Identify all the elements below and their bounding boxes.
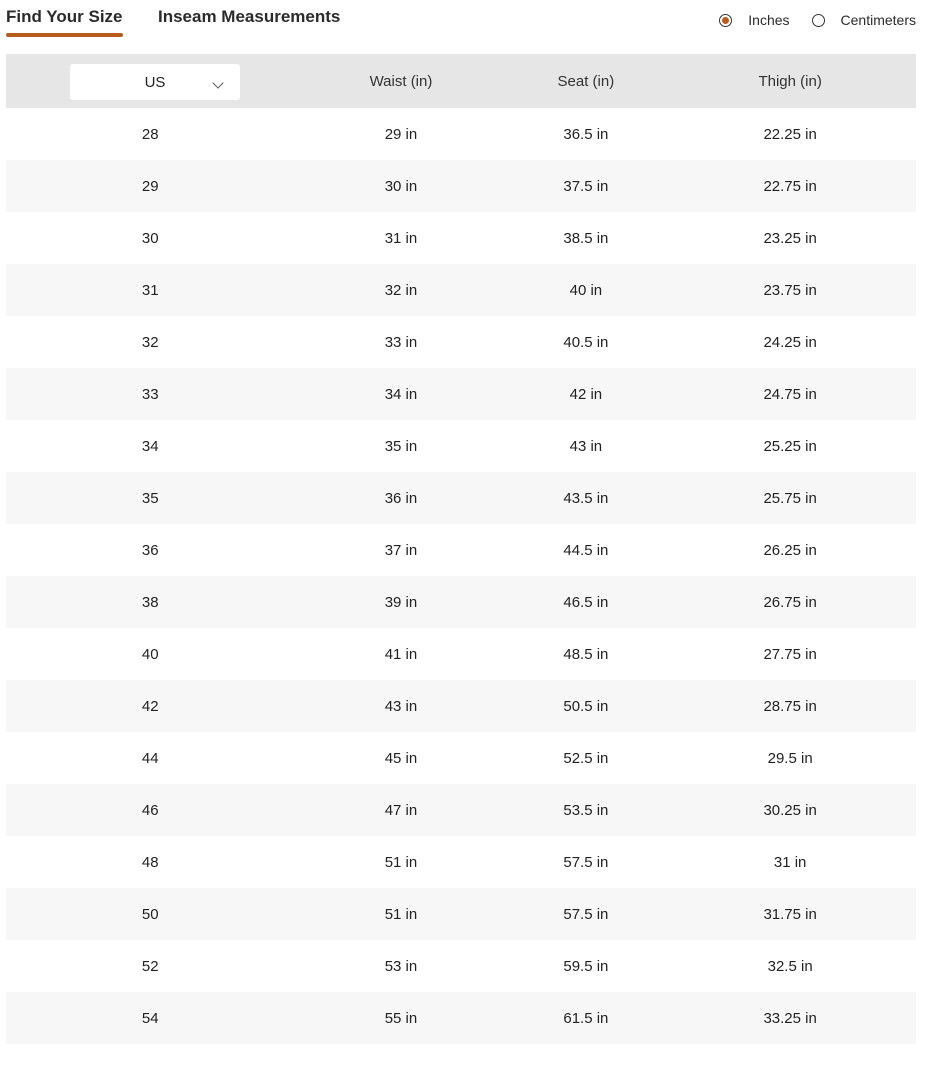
- chevron-down-icon: [212, 77, 223, 88]
- waist-cell: 55 in: [384, 1009, 418, 1027]
- column-header-waist: Waist (in): [369, 72, 433, 90]
- size-system-header: [6, 54, 294, 108]
- seat-cell: 61.5 in: [563, 1009, 609, 1027]
- column-header-seat: Seat (in): [557, 72, 615, 90]
- waist-cell: 47 in: [384, 801, 418, 819]
- seat-cell: 57.5 in: [563, 905, 609, 923]
- table-row: [6, 992, 916, 1044]
- seat-cell: 40 in: [569, 281, 603, 299]
- table-row: [6, 368, 916, 420]
- size-cell: 46: [141, 801, 159, 819]
- seat-cell: 43.5 in: [563, 489, 609, 507]
- unit-option-inches[interactable]: [719, 12, 789, 28]
- thigh-cell: 29.5 in: [767, 749, 813, 767]
- size-cell: 36: [141, 541, 159, 559]
- waist-cell: 29 in: [384, 125, 418, 143]
- unit-toggle: [719, 12, 916, 28]
- size-cell: 44: [141, 749, 159, 767]
- waist-cell: 33 in: [384, 333, 418, 351]
- size-cell: 42: [141, 697, 159, 715]
- size-cell: 28: [141, 125, 159, 143]
- size-system-select[interactable]: [70, 64, 240, 100]
- table-row: [6, 576, 916, 628]
- seat-cell: 57.5 in: [563, 853, 609, 871]
- waist-cell: 43 in: [384, 697, 418, 715]
- table-row: [6, 108, 916, 160]
- thigh-cell: 32.5 in: [767, 957, 813, 975]
- size-cell: 34: [141, 437, 159, 455]
- thigh-cell: 28.75 in: [763, 697, 817, 715]
- column-header-thigh: Thigh (in): [758, 72, 822, 90]
- waist-cell: 32 in: [384, 281, 418, 299]
- size-cell: 48: [141, 853, 159, 871]
- waist-cell: 51 in: [384, 905, 418, 923]
- thigh-cell: 27.75 in: [763, 645, 817, 663]
- waist-cell: 36 in: [384, 489, 418, 507]
- table-body: [6, 108, 916, 1044]
- size-cell: 35: [141, 489, 159, 507]
- waist-cell: 53 in: [384, 957, 418, 975]
- seat-cell: 40.5 in: [563, 333, 609, 351]
- size-cell: 30: [141, 229, 159, 247]
- size-guide-header: [0, 0, 927, 54]
- table-row: [6, 160, 916, 212]
- table-row: [6, 680, 916, 732]
- waist-cell: 30 in: [384, 177, 418, 195]
- seat-cell: 37.5 in: [563, 177, 609, 195]
- thigh-cell: 26.25 in: [763, 541, 817, 559]
- seat-cell: 53.5 in: [563, 801, 609, 819]
- size-cell: 40: [141, 645, 159, 663]
- waist-cell: 31 in: [384, 229, 418, 247]
- size-cell: 54: [141, 1009, 159, 1027]
- thigh-cell: 24.25 in: [763, 333, 817, 351]
- table-row: [6, 836, 916, 888]
- thigh-cell: 30.25 in: [763, 801, 817, 819]
- waist-cell: 41 in: [384, 645, 418, 663]
- seat-cell: 46.5 in: [563, 593, 609, 611]
- size-cell: 50: [141, 905, 159, 923]
- inches-radio[interactable]: [719, 14, 732, 27]
- centimeters-radio[interactable]: [812, 14, 825, 27]
- size-cell: 29: [141, 177, 159, 195]
- thigh-cell: 25.75 in: [763, 489, 817, 507]
- waist-cell: 34 in: [384, 385, 418, 403]
- thigh-cell: 26.75 in: [763, 593, 817, 611]
- size-cell: 33: [141, 385, 159, 403]
- seat-cell: 50.5 in: [563, 697, 609, 715]
- seat-cell: 38.5 in: [563, 229, 609, 247]
- thigh-cell: 22.25 in: [763, 125, 817, 143]
- table-row: [6, 420, 916, 472]
- size-chart-table: [6, 54, 916, 1044]
- table-row: [6, 472, 916, 524]
- table-row: [6, 212, 916, 264]
- thigh-cell: 23.75 in: [763, 281, 817, 299]
- tab-inseam-measurements[interactable]: Inseam Measurements: [158, 7, 341, 26]
- table-row: [6, 888, 916, 940]
- thigh-cell: 31.75 in: [763, 905, 817, 923]
- seat-cell: 36.5 in: [563, 125, 609, 143]
- seat-cell: 44.5 in: [563, 541, 609, 559]
- waist-cell: 45 in: [384, 749, 418, 767]
- size-system-value: US: [144, 73, 166, 91]
- table-row: [6, 264, 916, 316]
- table-header-row: [6, 54, 916, 108]
- seat-cell: 42 in: [569, 385, 603, 403]
- thigh-cell: 22.75 in: [763, 177, 817, 195]
- table-row: [6, 628, 916, 680]
- tab-find-your-size[interactable]: Find Your Size: [6, 7, 123, 37]
- table-row: [6, 524, 916, 576]
- table-row: [6, 732, 916, 784]
- table-row: [6, 316, 916, 368]
- waist-cell: 51 in: [384, 853, 418, 871]
- size-cell: 31: [141, 281, 159, 299]
- table-row: [6, 940, 916, 992]
- thigh-cell: 24.75 in: [763, 385, 817, 403]
- inches-label: Inches: [748, 12, 790, 28]
- centimeters-label: Centimeters: [840, 12, 916, 28]
- size-cell: 32: [141, 333, 159, 351]
- unit-option-centimeters[interactable]: [812, 12, 916, 28]
- seat-cell: 52.5 in: [563, 749, 609, 767]
- seat-cell: 48.5 in: [563, 645, 609, 663]
- size-cell: 38: [141, 593, 159, 611]
- size-cell: 52: [141, 957, 159, 975]
- table-row: [6, 784, 916, 836]
- waist-cell: 35 in: [384, 437, 418, 455]
- thigh-cell: 25.25 in: [763, 437, 817, 455]
- thigh-cell: 31 in: [773, 853, 807, 871]
- waist-cell: 37 in: [384, 541, 418, 559]
- seat-cell: 43 in: [569, 437, 603, 455]
- thigh-cell: 33.25 in: [763, 1009, 817, 1027]
- seat-cell: 59.5 in: [563, 957, 609, 975]
- waist-cell: 39 in: [384, 593, 418, 611]
- thigh-cell: 23.25 in: [763, 229, 817, 247]
